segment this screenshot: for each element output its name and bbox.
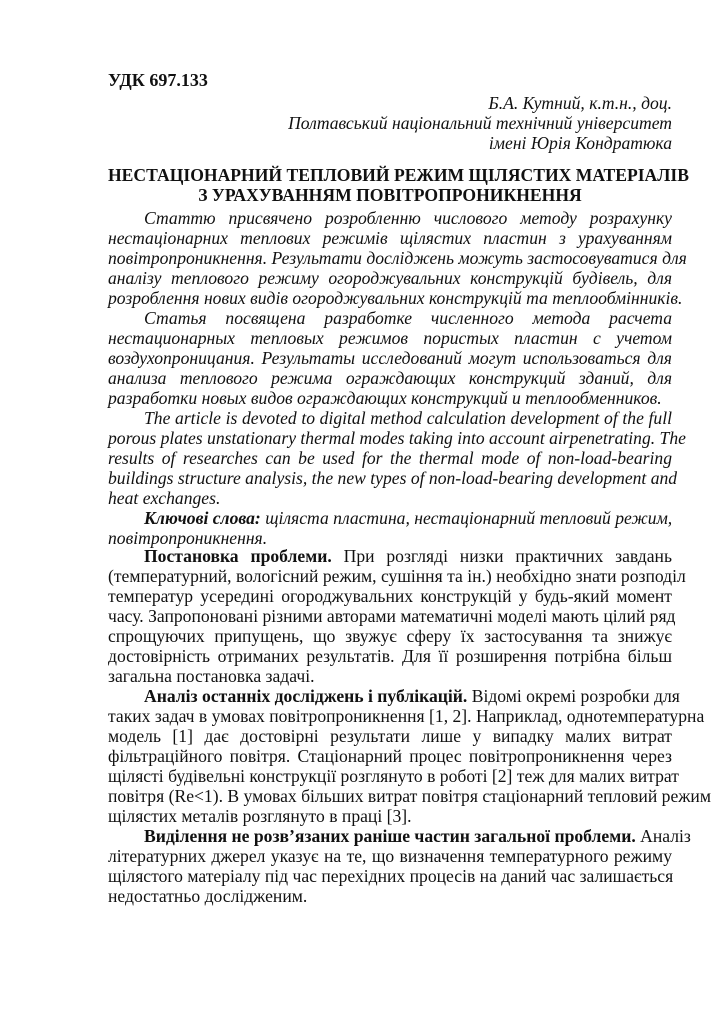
abstract-ru-line: анализа теплового режима ограждающих конструкций зданий, для bbox=[108, 368, 672, 388]
section-line bbox=[108, 686, 680, 706]
abstract-ru-line: нестационарных тепловых режимов пористых пластин с учетом bbox=[108, 328, 672, 348]
section-line: щілястих металів розглянуто в праці [3]. bbox=[108, 806, 412, 826]
section-heading: Постановка проблеми. bbox=[144, 546, 332, 566]
abstract-uk-line: нестаціонарних теплових режимів щілястих пластин з урахуванням bbox=[108, 228, 672, 248]
section-line: літературних джерел указує на те, що визначення температурного режиму bbox=[108, 846, 672, 866]
title-line: З УРАХУВАННЯМ ПОВІТРОПРОНИКНЕННЯ bbox=[198, 185, 582, 205]
abstract-ru-line: воздухопроницания. Результаты исследований могут использоваться для bbox=[108, 348, 672, 368]
section-line: загальна постановка задачі. bbox=[108, 666, 315, 686]
section-text: Аналіз bbox=[640, 826, 691, 846]
section-line: температур усередині огороджувальних конструкцій у будь-який момент bbox=[108, 586, 672, 606]
section-line: достовірність отриманих результатів. Для її розширення потрібна більш bbox=[108, 646, 672, 666]
section-heading: Аналіз останніх досліджень і публікацій. bbox=[144, 686, 468, 706]
section-line: таких задач в умовах повітропроникнення [1, 2]. Наприклад, однотемпературна bbox=[108, 706, 705, 726]
udk-code: УДК 697.133 bbox=[108, 70, 208, 90]
article-title bbox=[108, 165, 689, 205]
keywords-text: щіляста пластина, нестаціонарний тепловий режим, bbox=[265, 508, 673, 528]
section-line bbox=[108, 546, 672, 566]
abstract-en-line: The article is devoted to digital method calculation development of the full bbox=[144, 408, 672, 428]
section-line: спрощуючих припущень, що звужує сферу їх застосування та знижує bbox=[108, 626, 672, 646]
section-line: щілясті будівельні конструкції розглянуто в роботі [2] теж для малих витрат bbox=[108, 766, 679, 786]
section-heading: Виділення не розв’язаних раніше частин загальної проблеми. bbox=[144, 826, 636, 846]
body-text bbox=[108, 546, 711, 906]
author-name: Б.А. Кутний, к.т.н., доц. bbox=[488, 93, 672, 113]
keywords-line: повітропроникнення. bbox=[108, 528, 268, 548]
title-line: НЕСТАЦІОНАРНИЙ ТЕПЛОВИЙ РЕЖИМ ЩІЛЯСТИХ МАТЕРІАЛІВ bbox=[108, 165, 689, 185]
abstract-ru-line: разработки новых видов ограждающих конструкций и теплообменников. bbox=[108, 388, 662, 408]
abstract-en-line: results of researches can be used for the thermal mode of non-load-bearing bbox=[108, 448, 672, 468]
abstract-uk-line: аналізу теплового режиму огороджувальних конструкцій будівель, для bbox=[108, 268, 672, 288]
section-line: часу. Запропоновані різними авторами математичні моделі мають цілий ряд bbox=[108, 606, 676, 626]
section-line: недостатньо дослідженим. bbox=[108, 886, 308, 906]
abstract-uk-line: розроблення нових видів огороджувальних конструкцій та теплообмінників. bbox=[108, 288, 683, 308]
section-text: При розгляді низки практичних завдань bbox=[343, 546, 672, 566]
abstract-en-line: buildings structure analysis, the new types of non-load-bearing development and bbox=[108, 468, 678, 488]
keywords-label: Ключові слова: bbox=[144, 508, 261, 528]
section-line bbox=[108, 826, 691, 846]
section-line: щілястого матеріалу під час перехідних процесів на даний час залишається bbox=[108, 866, 674, 886]
abstract-en-line: heat exchanges. bbox=[108, 488, 221, 508]
author-block bbox=[108, 93, 672, 153]
abstract-uk-line: Статтю присвячено розробленню числового методу розрахунку bbox=[144, 208, 672, 228]
author-affiliation: Полтавський національний технічний університет bbox=[288, 113, 672, 133]
abstract-ru-line: Статья посвящена разработке численного метода расчета bbox=[144, 308, 672, 328]
author-affiliation-name: імені Юрія Кондратюка bbox=[488, 133, 672, 153]
section-line: фільтраційного повітря. Стаціонарний процес повітропроникнення через bbox=[108, 746, 672, 766]
abstract-uk-line: повітропроникнення. Результати досліджень можуть застосовуватися для bbox=[108, 248, 687, 268]
abstract-en-line: porous plates unstationary thermal modes taking into account airpenetrating. The bbox=[108, 428, 686, 448]
abstract bbox=[108, 208, 687, 548]
keywords-line bbox=[108, 508, 672, 528]
section-line: повітря (Re<1). В умовах більших витрат повітря стаціонарний тепловий режим bbox=[108, 786, 711, 806]
section-line: модель [1] дає достовірні результати лише у випадку малих витрат bbox=[108, 726, 672, 746]
section-text: Відомі окремі розробки для bbox=[471, 686, 680, 706]
section-line: (температурний, вологісний режим, сушіння та ін.) необхідно знати розподіл bbox=[108, 566, 686, 586]
